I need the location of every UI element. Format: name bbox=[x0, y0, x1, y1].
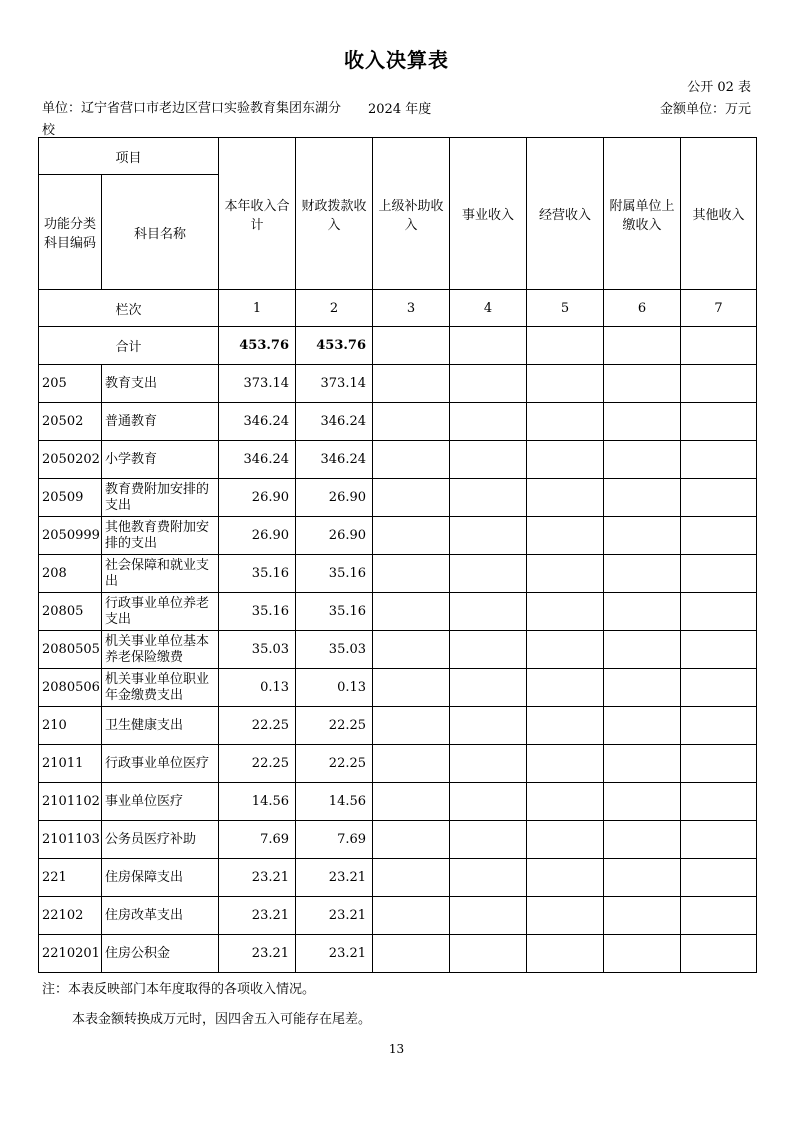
row-c4 bbox=[450, 707, 527, 745]
row-c2: 23.21 bbox=[296, 859, 373, 897]
row-c7 bbox=[681, 935, 757, 973]
row-subject-name: 住房改革支出 bbox=[102, 897, 219, 935]
row-c5 bbox=[527, 859, 604, 897]
row-c2: 23.21 bbox=[296, 935, 373, 973]
row-subject-name: 住房保障支出 bbox=[102, 859, 219, 897]
row-c5 bbox=[527, 631, 604, 669]
row-c7 bbox=[681, 555, 757, 593]
row-code: 22102 bbox=[39, 897, 102, 935]
row-c4 bbox=[450, 441, 527, 479]
row-code: 20502 bbox=[39, 403, 102, 441]
row-c5 bbox=[527, 593, 604, 631]
row-c3 bbox=[373, 859, 450, 897]
row-c3 bbox=[373, 517, 450, 555]
row-c6 bbox=[604, 707, 681, 745]
row-c1: 14.56 bbox=[219, 783, 296, 821]
row-c1: 26.90 bbox=[219, 517, 296, 555]
row-c3 bbox=[373, 669, 450, 707]
row-c2: 346.24 bbox=[296, 403, 373, 441]
row-c7 bbox=[681, 707, 757, 745]
table-row bbox=[39, 479, 757, 517]
col-num-6: 6 bbox=[604, 290, 681, 327]
row-c4 bbox=[450, 935, 527, 973]
row-code: 208 bbox=[39, 555, 102, 593]
row-c4 bbox=[450, 669, 527, 707]
page-title: 收入决算表 bbox=[344, 48, 449, 72]
row-c3 bbox=[373, 783, 450, 821]
note-2: 本表金额转换成万元时，因四舍五入可能存在尾差。 bbox=[72, 1012, 372, 1027]
row-c5 bbox=[527, 783, 604, 821]
row-c4 bbox=[450, 745, 527, 783]
table-row bbox=[39, 821, 757, 859]
row-c5 bbox=[527, 669, 604, 707]
row-c1: 346.24 bbox=[219, 441, 296, 479]
table-row bbox=[39, 441, 757, 479]
row-subject-name: 其他教育费附加安排的支出 bbox=[102, 517, 219, 555]
row-c3 bbox=[373, 821, 450, 859]
header-col-6: 附属单位上缴收入 bbox=[604, 138, 681, 290]
row-c5 bbox=[527, 555, 604, 593]
row-c5 bbox=[527, 935, 604, 973]
row-c1: 26.90 bbox=[219, 479, 296, 517]
row-c3 bbox=[373, 441, 450, 479]
row-code: 20509 bbox=[39, 479, 102, 517]
header-col-2: 财政拨款收入 bbox=[296, 138, 373, 290]
row-c1: 7.69 bbox=[219, 821, 296, 859]
row-c2: 14.56 bbox=[296, 783, 373, 821]
unit-label: 单位：辽宁省营口市老边区营口实验教育集团东湖分校 bbox=[42, 101, 342, 138]
row-c2: 7.69 bbox=[296, 821, 373, 859]
row-c7 bbox=[681, 669, 757, 707]
row-c3 bbox=[373, 707, 450, 745]
row-c6 bbox=[604, 365, 681, 403]
header-col-3: 上级补助收入 bbox=[373, 138, 450, 290]
row-c6 bbox=[604, 783, 681, 821]
total-label: 合计 bbox=[39, 327, 219, 365]
total-c4 bbox=[450, 327, 527, 365]
row-c5 bbox=[527, 517, 604, 555]
form-code: 公开 02 表 bbox=[687, 80, 751, 95]
row-c4 bbox=[450, 821, 527, 859]
row-c6 bbox=[604, 555, 681, 593]
row-c2: 22.25 bbox=[296, 745, 373, 783]
row-c4 bbox=[450, 479, 527, 517]
table-row bbox=[39, 935, 757, 973]
row-code: 2101103 bbox=[39, 821, 102, 859]
row-c1: 22.25 bbox=[219, 707, 296, 745]
table-row bbox=[39, 783, 757, 821]
row-c3 bbox=[373, 935, 450, 973]
row-c6 bbox=[604, 441, 681, 479]
row-code: 205 bbox=[39, 365, 102, 403]
row-c4 bbox=[450, 365, 527, 403]
table-row bbox=[39, 365, 757, 403]
row-c3 bbox=[373, 745, 450, 783]
row-c1: 35.16 bbox=[219, 593, 296, 631]
row-c7 bbox=[681, 859, 757, 897]
row-c5 bbox=[527, 821, 604, 859]
row-code: 2210201 bbox=[39, 935, 102, 973]
row-c5 bbox=[527, 745, 604, 783]
col-num-label: 栏次 bbox=[39, 290, 219, 327]
row-c4 bbox=[450, 859, 527, 897]
row-subject-name: 事业单位医疗 bbox=[102, 783, 219, 821]
total-c3 bbox=[373, 327, 450, 365]
row-c1: 373.14 bbox=[219, 365, 296, 403]
row-c6 bbox=[604, 403, 681, 441]
row-subject-name: 卫生健康支出 bbox=[102, 707, 219, 745]
row-c7 bbox=[681, 441, 757, 479]
row-c5 bbox=[527, 365, 604, 403]
row-c7 bbox=[681, 821, 757, 859]
row-c4 bbox=[450, 631, 527, 669]
row-c1: 23.21 bbox=[219, 897, 296, 935]
header-col-1: 本年收入合计 bbox=[219, 138, 296, 290]
row-c1: 23.21 bbox=[219, 935, 296, 973]
col-num-2: 2 bbox=[296, 290, 373, 327]
row-c2: 35.16 bbox=[296, 555, 373, 593]
row-c3 bbox=[373, 555, 450, 593]
row-c2: 346.24 bbox=[296, 441, 373, 479]
row-c2: 35.16 bbox=[296, 593, 373, 631]
total-c6 bbox=[604, 327, 681, 365]
row-c3 bbox=[373, 479, 450, 517]
row-subject-name: 小学教育 bbox=[102, 441, 219, 479]
row-c7 bbox=[681, 593, 757, 631]
row-c7 bbox=[681, 365, 757, 403]
col-num-7: 7 bbox=[681, 290, 757, 327]
row-subject-name: 公务员医疗补助 bbox=[102, 821, 219, 859]
table-row bbox=[39, 859, 757, 897]
row-subject-name: 行政事业单位养老支出 bbox=[102, 593, 219, 631]
money-unit: 金额单位：万元 bbox=[659, 102, 751, 117]
row-c7 bbox=[681, 631, 757, 669]
row-c2: 26.90 bbox=[296, 479, 373, 517]
row-c3 bbox=[373, 593, 450, 631]
row-c4 bbox=[450, 517, 527, 555]
row-code: 20805 bbox=[39, 593, 102, 631]
row-c5 bbox=[527, 897, 604, 935]
row-code: 210 bbox=[39, 707, 102, 745]
total-row bbox=[39, 327, 757, 365]
page-number: 13 bbox=[388, 1042, 405, 1056]
row-c2: 35.03 bbox=[296, 631, 373, 669]
row-c2: 373.14 bbox=[296, 365, 373, 403]
row-c6 bbox=[604, 593, 681, 631]
row-c6 bbox=[604, 517, 681, 555]
table-row bbox=[39, 631, 757, 669]
table-row bbox=[39, 669, 757, 707]
income-table bbox=[38, 137, 757, 973]
row-c2: 26.90 bbox=[296, 517, 373, 555]
row-c6 bbox=[604, 745, 681, 783]
row-c7 bbox=[681, 745, 757, 783]
row-c2: 23.21 bbox=[296, 897, 373, 935]
row-c7 bbox=[681, 517, 757, 555]
row-c6 bbox=[604, 479, 681, 517]
row-c6 bbox=[604, 821, 681, 859]
row-c1: 35.16 bbox=[219, 555, 296, 593]
table-row bbox=[39, 593, 757, 631]
header-col-7: 其他收入 bbox=[681, 138, 757, 290]
row-c5 bbox=[527, 707, 604, 745]
table-row bbox=[39, 897, 757, 935]
row-subject-name: 普通教育 bbox=[102, 403, 219, 441]
header-func-code: 功能分类科目编码 bbox=[39, 175, 102, 290]
fiscal-year: 2024 年度 bbox=[368, 102, 432, 117]
row-subject-name: 机关事业单位基本养老保险缴费 bbox=[102, 631, 219, 669]
row-code: 2080506 bbox=[39, 669, 102, 707]
row-c4 bbox=[450, 403, 527, 441]
row-c4 bbox=[450, 897, 527, 935]
table-row bbox=[39, 707, 757, 745]
row-c6 bbox=[604, 669, 681, 707]
row-c1: 22.25 bbox=[219, 745, 296, 783]
row-c5 bbox=[527, 403, 604, 441]
row-c4 bbox=[450, 555, 527, 593]
row-code: 2101102 bbox=[39, 783, 102, 821]
col-num-4: 4 bbox=[450, 290, 527, 327]
row-subject-name: 教育费附加安排的支出 bbox=[102, 479, 219, 517]
row-code: 2080505 bbox=[39, 631, 102, 669]
col-num-3: 3 bbox=[373, 290, 450, 327]
row-subject-name: 行政事业单位医疗 bbox=[102, 745, 219, 783]
row-c7 bbox=[681, 479, 757, 517]
row-c6 bbox=[604, 631, 681, 669]
row-c3 bbox=[373, 631, 450, 669]
row-c3 bbox=[373, 403, 450, 441]
total-c7 bbox=[681, 327, 757, 365]
header-col-5: 经营收入 bbox=[527, 138, 604, 290]
header-col-4: 事业收入 bbox=[450, 138, 527, 290]
table-row bbox=[39, 517, 757, 555]
row-c5 bbox=[527, 479, 604, 517]
row-c7 bbox=[681, 783, 757, 821]
row-c7 bbox=[681, 897, 757, 935]
row-c5 bbox=[527, 441, 604, 479]
row-subject-name: 社会保障和就业支出 bbox=[102, 555, 219, 593]
header-project: 项目 bbox=[39, 138, 219, 175]
row-subject-name: 教育支出 bbox=[102, 365, 219, 403]
row-code: 2050202 bbox=[39, 441, 102, 479]
row-code: 21011 bbox=[39, 745, 102, 783]
note-1: 注：本表反映部门本年度取得的各项收入情况。 bbox=[42, 982, 316, 997]
row-c6 bbox=[604, 859, 681, 897]
total-c2: 453.76 bbox=[296, 327, 373, 365]
row-c3 bbox=[373, 365, 450, 403]
row-c3 bbox=[373, 897, 450, 935]
row-c4 bbox=[450, 593, 527, 631]
row-c6 bbox=[604, 897, 681, 935]
header-subject-name: 科目名称 bbox=[102, 175, 219, 290]
row-code: 2050999 bbox=[39, 517, 102, 555]
table-row bbox=[39, 555, 757, 593]
row-c1: 346.24 bbox=[219, 403, 296, 441]
row-c4 bbox=[450, 783, 527, 821]
col-num-1: 1 bbox=[219, 290, 296, 327]
row-c2: 22.25 bbox=[296, 707, 373, 745]
row-c6 bbox=[604, 935, 681, 973]
row-subject-name: 机关事业单位职业年金缴费支出 bbox=[102, 669, 219, 707]
row-c2: 0.13 bbox=[296, 669, 373, 707]
row-code: 221 bbox=[39, 859, 102, 897]
total-c5 bbox=[527, 327, 604, 365]
row-c1: 0.13 bbox=[219, 669, 296, 707]
col-num-5: 5 bbox=[527, 290, 604, 327]
table-row bbox=[39, 403, 757, 441]
row-c1: 23.21 bbox=[219, 859, 296, 897]
row-c7 bbox=[681, 403, 757, 441]
row-c1: 35.03 bbox=[219, 631, 296, 669]
table-row bbox=[39, 745, 757, 783]
row-subject-name: 住房公积金 bbox=[102, 935, 219, 973]
total-c1: 453.76 bbox=[219, 327, 296, 365]
